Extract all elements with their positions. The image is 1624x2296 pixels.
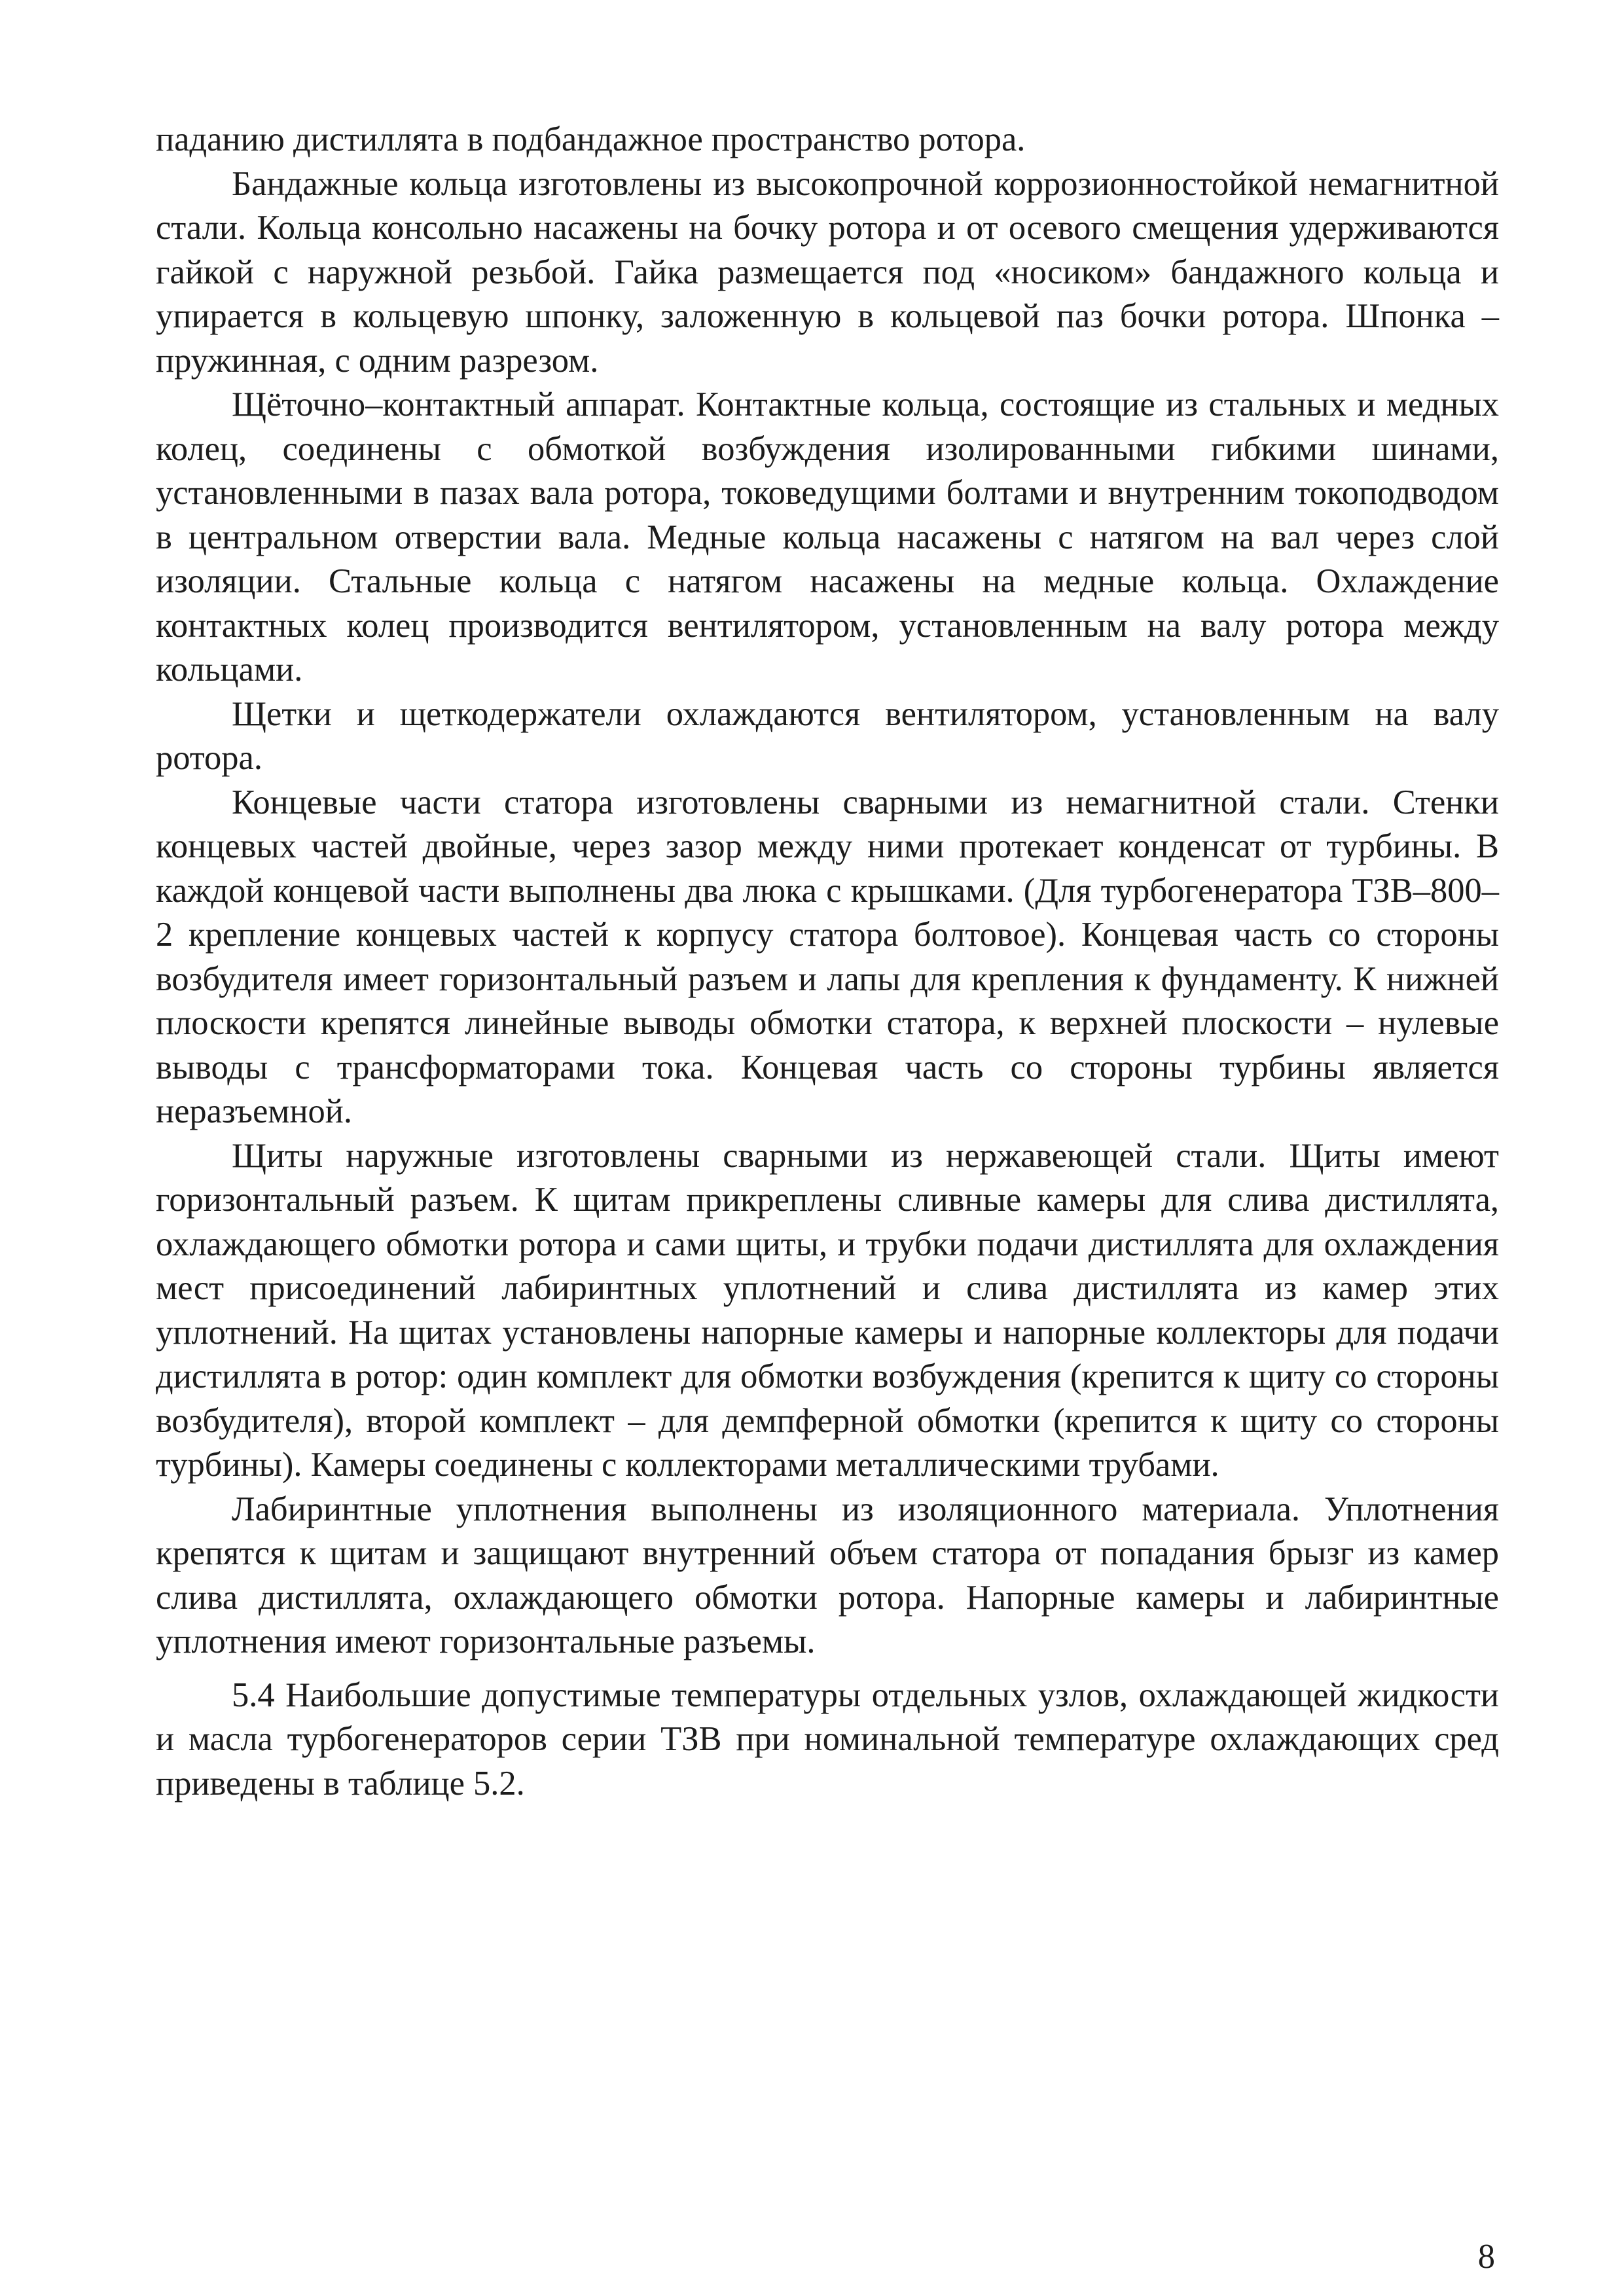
paragraph-stator-end-parts: Концевые части статора изготовлены сварными из немагнитной стали. Стенки концевых частей двойные, через зазор между ними протекает конденсат от турбины. В каждой концевой части выполнены два люка с крышками. (Для турбогенератора ТЗВ–800–2 крепление концевых частей к корпусу статора болтовое). Концевая часть со стороны возбудителя имеет горизонтальный разъем и лапы для крепления к фундаменту. К нижней плоскости крепятся линейные выводы обмотки статора, к верхней плоскости – нулевые выводы с трансформаторами тока. Концевая часть со стороны турбины является неразъемной. bbox=[156, 783, 1499, 1130]
paragraph-brush-contact-apparatus: Щёточно–контактный аппарат. Контактные кольца, состоящие из стальных и медных колец, соединены с обмоткой возбуждения изолированными гибкими шинами, установленными в пазах вала ротора, токоведущими болтами и внутренним токоподводом в центральном отверстии вала. Медные кольца насажены с натягом на вал через слой изоляции. Стальные кольца с натягом насажены на медные кольца. Охлаждение контактных колец производится вентилятором, установленным на валу ротора между кольцами. bbox=[156, 386, 1499, 689]
paragraph-outer-shields: Щиты наружные изготовлены сварными из нержавеющей стали. Щиты имеют горизонтальный разъем. К щитам прикреплены сливные камеры для слива дистиллята, охлаждающего обмотки ротора и сами щиты, и трубки подачи дистиллята для охлаждения мест присоединений лабиринтных уплотнений и слива дистиллята из камер этих уплотнений. На щитах установлены напорные камеры и напорные коллекторы для подачи дистиллята в ротор: один комплект для обмотки возбуждения (крепится к щиту со стороны возбудителя), второй комплект – для демпферной обмотки (крепится к щиту со стороны турбины). Камеры соединены с коллекторами металлическими трубами. bbox=[156, 1136, 1499, 1484]
page-number: 8 bbox=[1477, 2238, 1495, 2276]
paragraph-brushes-cooling: Щетки и щеткодержатели охлаждаются вентилятором, установленным на валу ротора. bbox=[156, 694, 1499, 777]
paragraph-section-5-4: 5.4 Наибольшие допустимые температуры отдельных узлов, охлаждающей жидкости и масла турбогенераторов серии ТЗВ при номинальной температуре охлаждающих сред приведены в таблице 5.2. bbox=[156, 1676, 1499, 1803]
paragraph-bandage-rings: Бандажные кольца изготовлены из высокопрочной коррозионностойкой немагнитной стали. Кольца консольно насажены на бочку ротора и от осевого смещения удерживаются гайкой с наружной резьбой. Гайка размещается под «носиком» бандажного кольца и упирается в кольцевую шпонку, заложенную в кольцевой паз бочки ротора. Шпонка – пружинная, с одним разрезом. bbox=[156, 164, 1499, 380]
page-body bbox=[156, 118, 1499, 1806]
paragraph-labyrinth-seals: Лабиринтные уплотнения выполнены из изоляционного материала. Уплотнения крепятся к щитам и защищают внутренний объем статора от попадания брызг из камер слива дистиллята, охлаждающего обмотки ротора. Напорные камеры и лабиринтные уплотнения имеют горизонтальные разъемы. bbox=[156, 1490, 1499, 1660]
paragraph-continuation: паданию дистиллята в подбандажное пространство ротора. bbox=[156, 120, 1026, 158]
